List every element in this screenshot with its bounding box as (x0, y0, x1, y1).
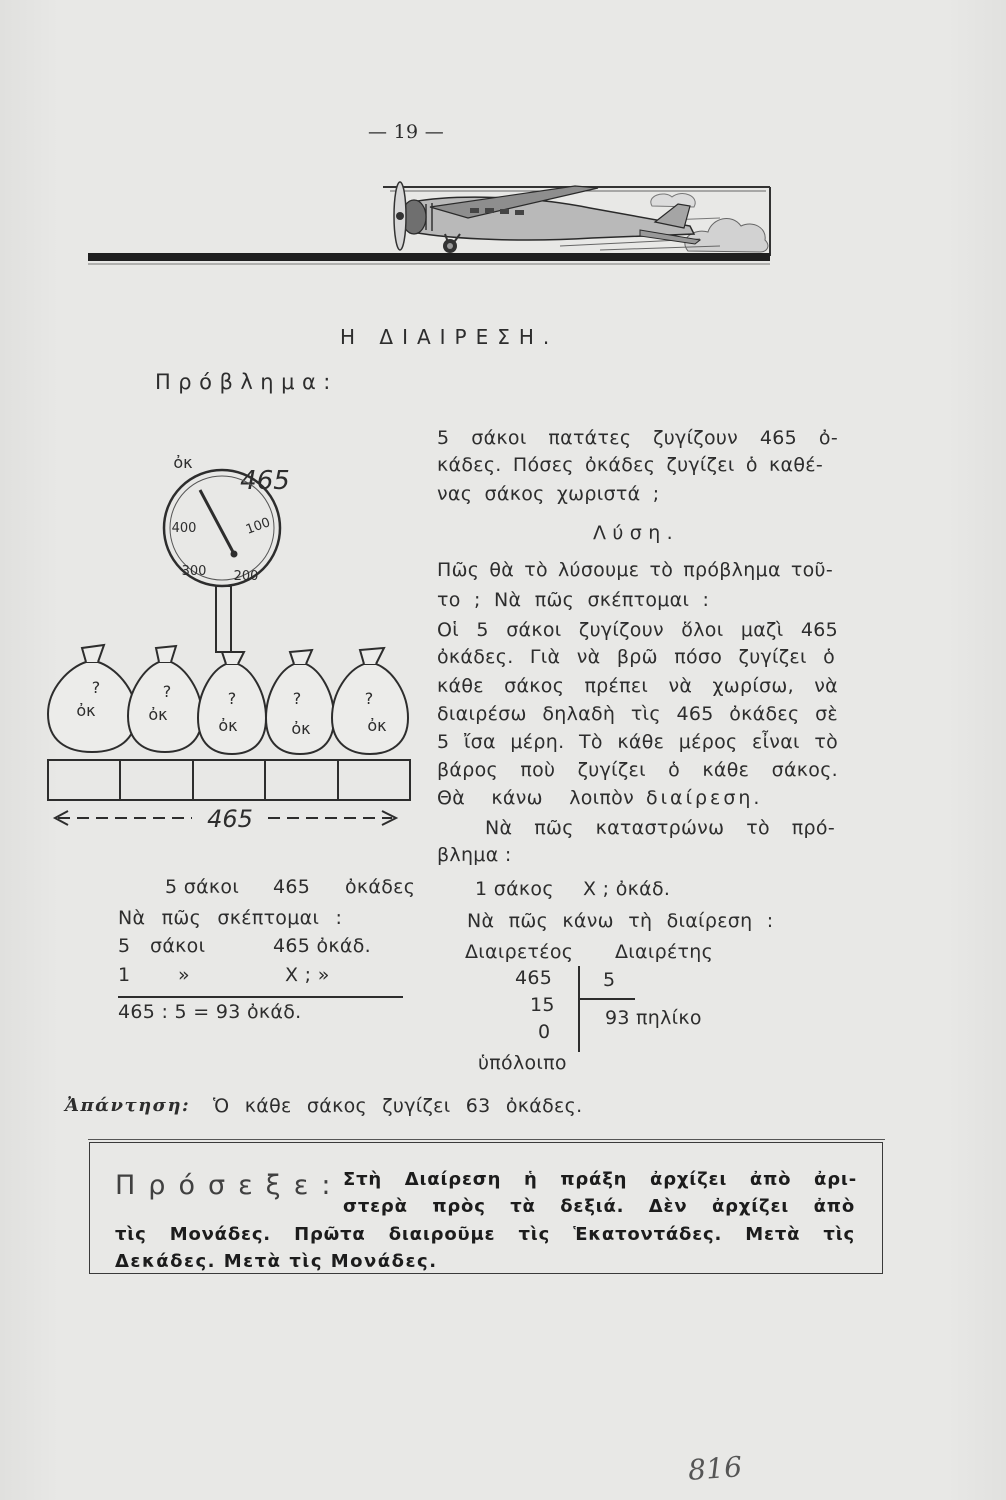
right-row1-count: 1 σάκος (475, 878, 554, 900)
solution-conclusion-emphasis: διαίρεση. (645, 787, 763, 809)
left-row3-item: » (178, 964, 190, 986)
note-label: Πρόσεξε: (115, 1170, 344, 1201)
solution-line: βάρος ποὺ ζυγίζει ὁ κάθε σάκος. (437, 759, 838, 781)
sack (332, 648, 408, 754)
remainder: 0 (538, 1021, 551, 1043)
left-row2-count: 5 (118, 935, 131, 957)
scale-needle (200, 490, 233, 552)
dividend: 465 (515, 967, 553, 989)
sack-label: ὀκ (218, 716, 238, 735)
solution-setup-line: βλημα : (437, 844, 512, 866)
solution-conclusion-line (437, 785, 762, 811)
division-vertical-line (578, 966, 580, 1052)
plane-window (485, 208, 494, 213)
plane-window (500, 209, 509, 214)
solution-setup-line: Νὰ πῶς καταστρώνω τὸ πρό- (485, 817, 835, 839)
sack-body (332, 664, 408, 754)
scale-unit-label: ὀκ (173, 453, 193, 472)
page-title: Η ΔΙΑΙΡΕΣΗ. (340, 325, 559, 349)
solution-line: το ; Νὰ πῶς σκέπτομαι : (437, 589, 710, 611)
left-thinking: Νὰ πῶς σκέπτομαι : (118, 907, 343, 929)
right-row1-weight: Χ ; ὀκάδ. (583, 878, 671, 900)
divisor: 5 (603, 969, 616, 991)
sack-label: ὀκ (76, 701, 96, 720)
sack (198, 652, 266, 754)
sack-label: ὀκ (148, 705, 168, 724)
solution-line: Οἱ 5 σάκοι ζυγίζουν ὅλοι μαζὶ 465 (437, 619, 838, 641)
scale-illustration (40, 445, 425, 840)
sack-mark: ? (227, 689, 237, 708)
left-row2-weight: 465 ὀκάδ. (273, 935, 372, 957)
solution-conclusion-text: Θὰ κάνω λοιπὸν (437, 787, 634, 809)
dial-label: 300 (181, 564, 207, 579)
left-result: 465 : 5 = 93 ὀκάδ. (118, 1001, 302, 1023)
problem-line: 5 σάκοι πατάτες ζυγίζουν 465 ὀ- (437, 427, 838, 449)
header-thick-bar (88, 253, 770, 261)
problem-label: Πρόβλημα: (155, 370, 338, 394)
left-divider (118, 996, 403, 998)
dial-label: 200 (233, 569, 259, 584)
division-horizontal-line (579, 998, 635, 1000)
cloud-top (651, 194, 695, 207)
sack-mark: ? (162, 682, 172, 701)
sack-mark: ? (91, 678, 101, 697)
sack-mark: ? (292, 689, 302, 708)
right-how: Νὰ πῶς κάνω τὴ διαίρεση : (467, 910, 774, 932)
divisor-label: Διαιρέτης (615, 941, 714, 963)
dividend-label: Διαιρετέος (465, 941, 574, 963)
sack-neck (82, 645, 104, 662)
dial-label: 400 (171, 521, 197, 536)
partial-remainder: 15 (530, 994, 555, 1016)
sack (48, 645, 136, 752)
quotient: 93 (605, 1007, 630, 1029)
sack (266, 650, 334, 754)
quotient-label: πηλίκο (636, 1007, 702, 1029)
page-number: — 19 — (368, 121, 445, 143)
handwritten-mark: 816 (686, 1450, 744, 1487)
remainder-label: ὑπόλοιπο (478, 1052, 567, 1074)
sack (128, 646, 202, 752)
answer-label: Ἀπάντηση: (65, 1095, 191, 1116)
left-row3-weight: Χ ; » (285, 964, 330, 986)
sack-label: ὀκ (367, 716, 387, 735)
sack-neck (290, 650, 312, 664)
left-row1-unit: ὀκάδες (345, 876, 416, 898)
scale-needle-pivot (231, 551, 238, 558)
left-row1-weight: 465 (273, 876, 311, 898)
sack-neck (222, 652, 244, 664)
note-line: Στὴ Διαίρεση ἡ πράξη ἀρχίζει ἀπὸ ἀρι- (343, 1169, 857, 1190)
answer-text: Ὁ κάθε σάκος ζυγίζει 63 ὀκάδες. (213, 1095, 583, 1117)
sack-body (266, 664, 334, 754)
note-line: στερὰ πρὸς τὰ δεξιά. Δὲν ἀρχίζει ἀπὸ (343, 1196, 855, 1217)
left-row2-item: σάκοι (150, 935, 206, 957)
left-row3-count: 1 (118, 964, 131, 986)
solution-line: ὀκάδες. Γιὰ νὰ βρῶ πόσο ζυγίζει ὁ (437, 646, 835, 668)
solution-line: κάθε σάκος πρέπει νὰ χωρίσω, νὰ (437, 675, 838, 697)
plane-window (470, 208, 479, 213)
solution-line: 5 ἴσα μέρη. Τὸ κάθε μέρος εἶναι τὸ (437, 731, 838, 753)
landing-wheel-hub (447, 243, 453, 249)
sack-mark: ? (364, 689, 374, 708)
solution-line: Πῶς θὰ τὸ λύσουμε τὸ πρόβλημα τοῦ- (437, 559, 833, 581)
note-line: τὶς Μονάδες. Πρῶτα διαιροῦμε τὶς Ἑκατοντάδες. Μετὰ τὶς (115, 1224, 855, 1245)
airplane-header-illustration (80, 175, 780, 270)
scale-tray (48, 760, 410, 800)
problem-line: νας σάκος χωριστά ; (437, 483, 660, 505)
total-weight-label: 465 (207, 805, 253, 833)
left-row1-count: 5 σάκοι (165, 876, 240, 898)
dial-label: 100 (243, 515, 273, 538)
propeller-hub (396, 212, 404, 220)
solution-heading: Λύση. (593, 522, 680, 544)
plane-window (515, 210, 524, 215)
note-box-top-line (88, 1139, 885, 1140)
sack-neck (360, 648, 384, 664)
sack-body (198, 664, 266, 754)
scale-stem (216, 586, 231, 652)
sack-neck (156, 646, 176, 662)
solution-line: διαιρέσω δηλαδὴ τὶς 465 ὀκάδες σὲ (437, 703, 838, 725)
problem-line: κάδες. Πόσες ὀκάδες ζυγίζει ὁ καθέ- (437, 454, 823, 476)
scale-reading: 465 (240, 466, 290, 496)
sack-label: ὀκ (291, 719, 311, 738)
note-line: Δεκάδες. Μετὰ τὶς Μονάδες. (115, 1251, 438, 1272)
